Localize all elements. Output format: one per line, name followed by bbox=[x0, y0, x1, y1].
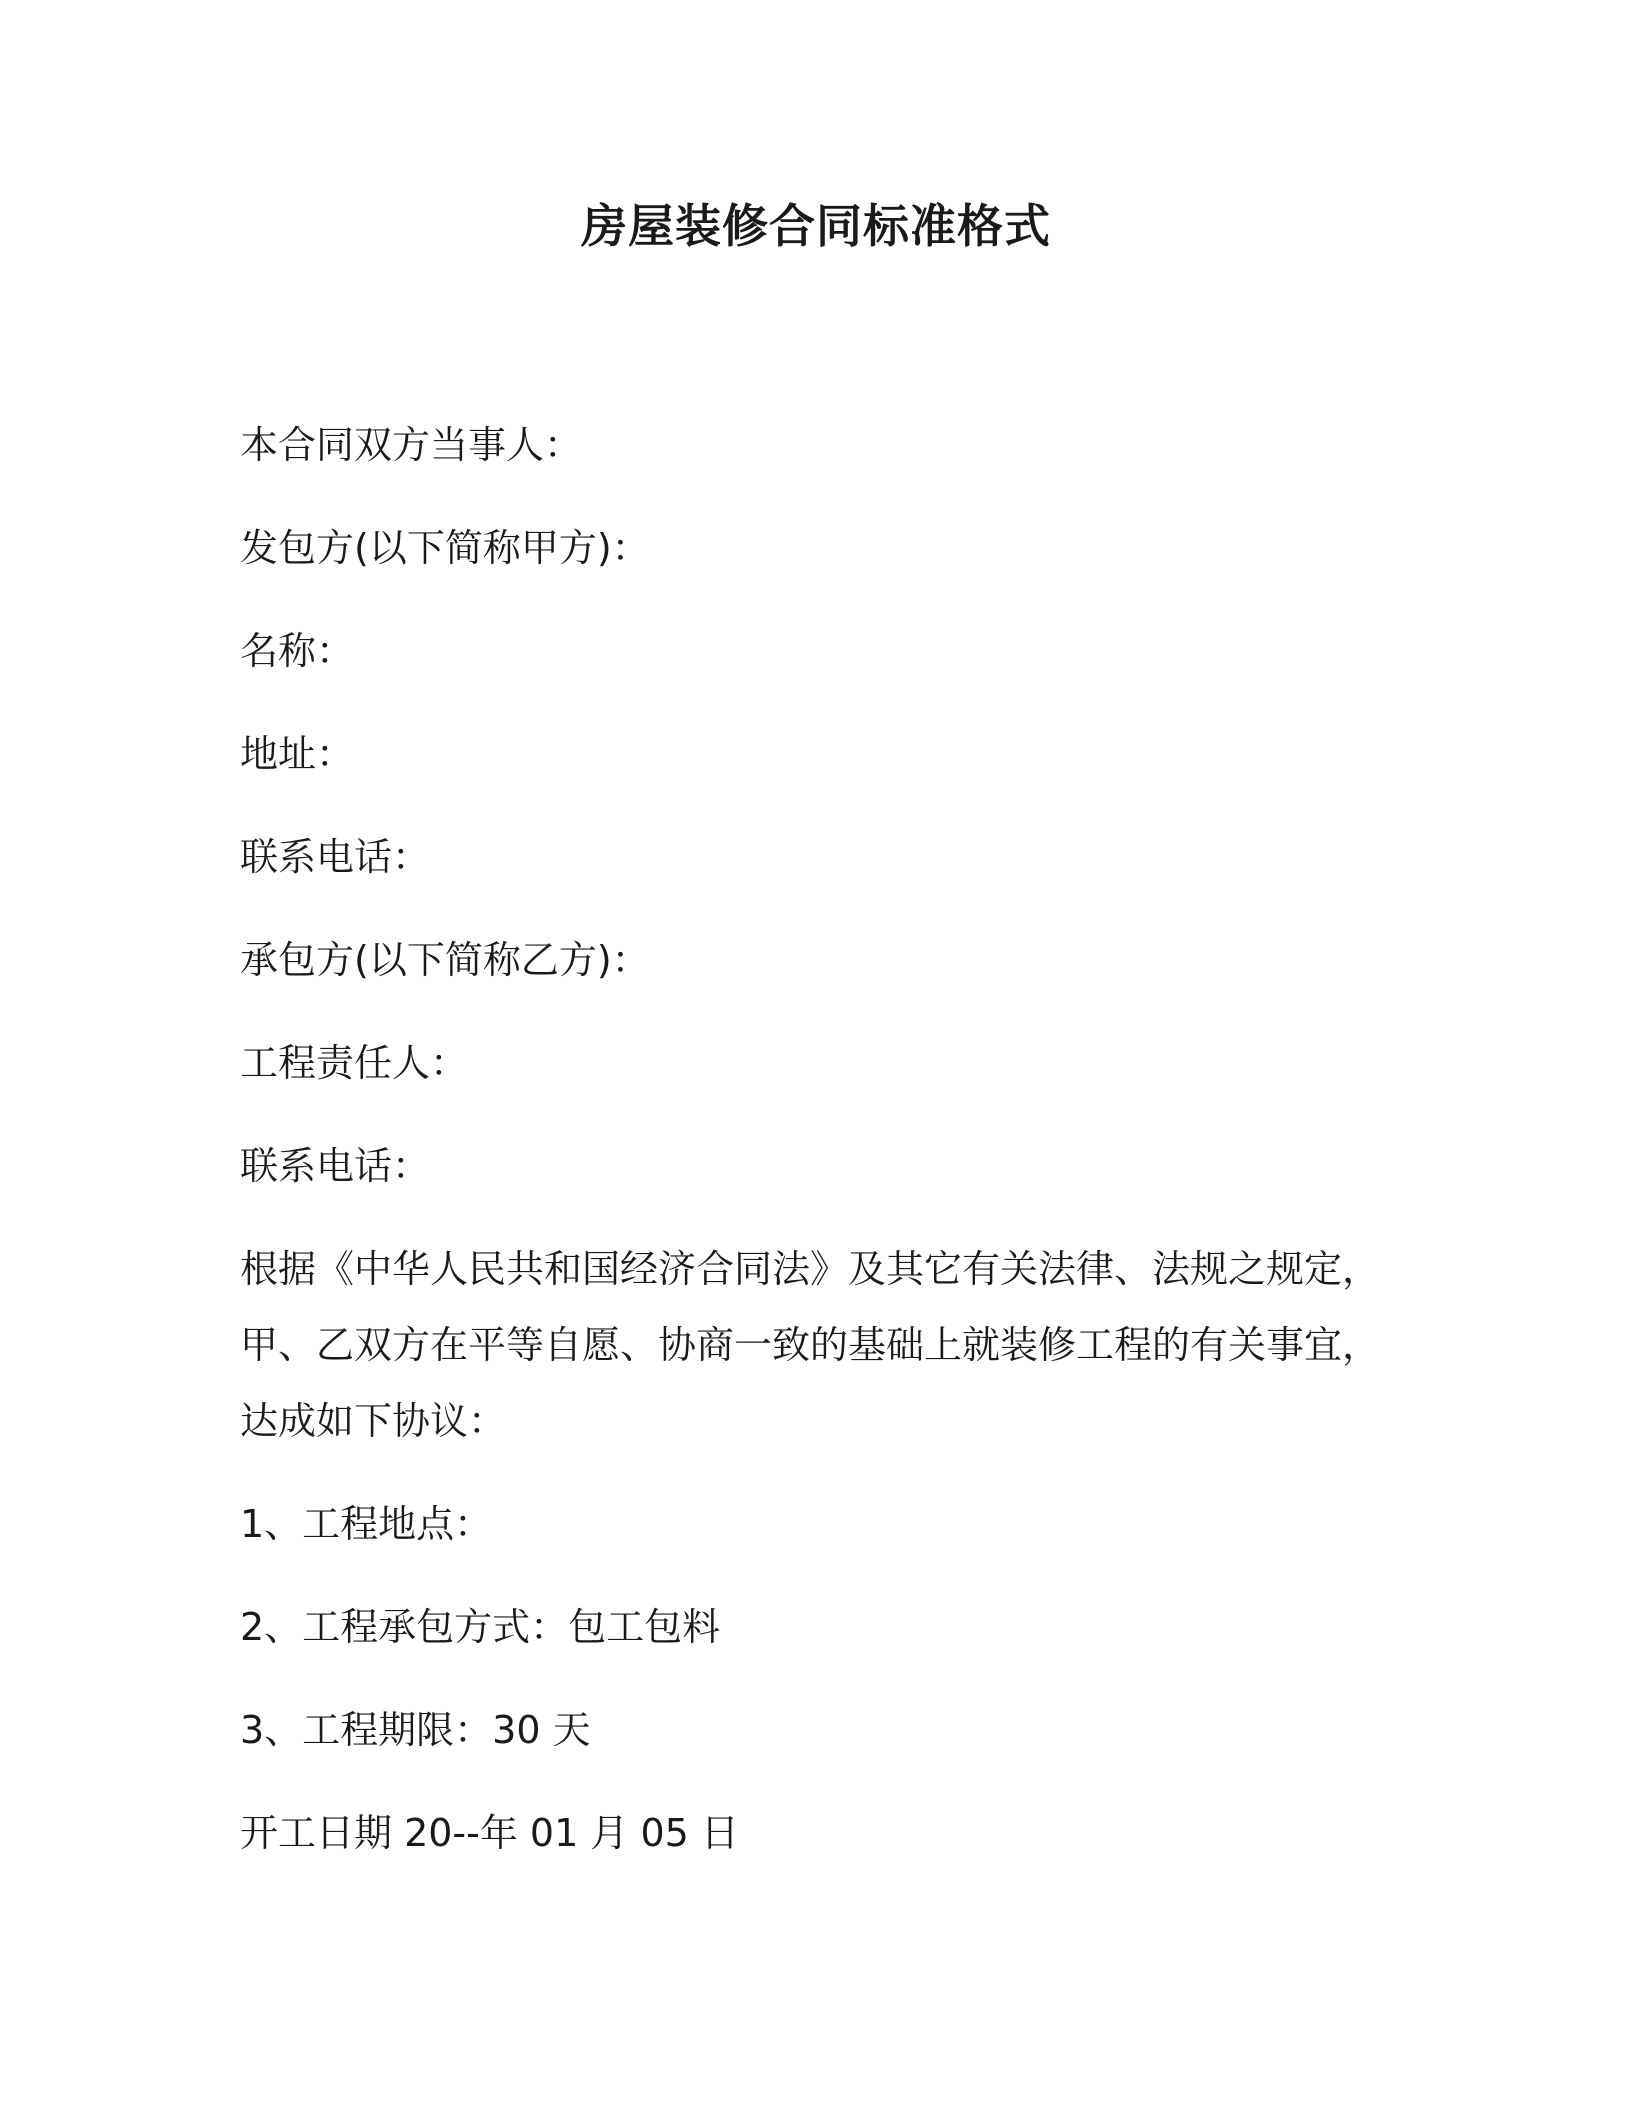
party-b-phone-field: 联系电话： bbox=[240, 1144, 431, 1188]
clause-3-duration: 3、工程期限：30 天 bbox=[240, 1708, 591, 1752]
start-date: 开工日期 20--年 01 月 05 日 bbox=[240, 1811, 739, 1855]
party-b-responsible-field: 工程责任人： bbox=[240, 1041, 469, 1085]
preamble-line-3: 达成如下协议： bbox=[240, 1399, 507, 1443]
party-a-address-field: 地址： bbox=[240, 732, 355, 776]
parties-intro: 本合同双方当事人： bbox=[240, 423, 583, 467]
clause-1-location: 1、工程地点： bbox=[240, 1502, 493, 1546]
clause-2-contract-mode: 2、工程承包方式：包工包料 bbox=[240, 1605, 721, 1649]
preamble-line-1: 根据《中华人民共和国经济合同法》及其它有关法律、法规之规定， bbox=[240, 1247, 1381, 1291]
party-b-heading: 承包方(以下简称乙方)： bbox=[240, 938, 650, 982]
party-a-heading: 发包方(以下简称甲方)： bbox=[240, 526, 650, 570]
preamble-line-2: 甲、乙双方在平等自愿、协商一致的基础上就装修工程的有关事宜， bbox=[240, 1323, 1381, 1367]
party-a-phone-field: 联系电话： bbox=[240, 835, 431, 879]
party-a-name-field: 名称： bbox=[240, 629, 355, 673]
document-title: 房屋装修合同标准格式 bbox=[581, 199, 1051, 253]
